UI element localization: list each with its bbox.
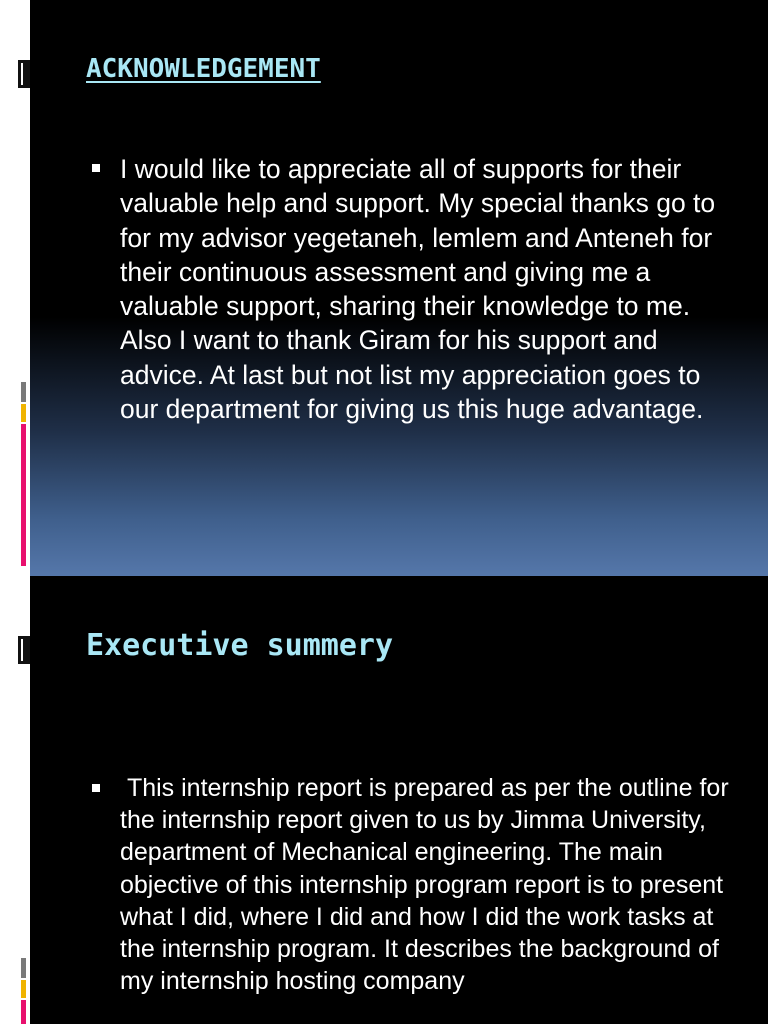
slide-title: ACKNOWLEDGEMENT bbox=[86, 54, 321, 84]
bullet-item bbox=[92, 772, 734, 997]
accent-bar-yellow bbox=[21, 404, 26, 422]
bullet-text: I would like to appreciate all of supports for their valuable help and support. My special thanks go to for my advisor yegetaneh, lemlem and Anteneh for their continuous assessment and giving me a valuable support, sharing their knowledge to me. Also I want to thank Giram for his support and advice. At last but not list my appreciation goes to our department for giving us this huge advantage. bbox=[120, 154, 716, 425]
slide-executive-summary bbox=[0, 576, 768, 1024]
square-bullet-icon bbox=[92, 784, 100, 792]
bullet-text: This internship report is prepared as per the outline for the internship report given to us by Jimma University, department of Mechanical engineering. The main objective of this internship program report is to present what I did, where I did and how I did the work tasks at the internship program. It describes the background of my internship hosting company bbox=[120, 774, 736, 996]
accent-bar-gray bbox=[21, 958, 26, 978]
square-bullet-icon bbox=[92, 164, 100, 172]
bracket-icon bbox=[18, 60, 30, 88]
accent-bar-magenta bbox=[21, 424, 26, 566]
accent-bar-gray bbox=[21, 382, 26, 402]
accent-bar-yellow bbox=[21, 980, 26, 998]
accent-bar-magenta bbox=[21, 1000, 26, 1024]
bracket-icon bbox=[18, 636, 30, 664]
slide-title: Executive summery bbox=[86, 628, 394, 663]
bullet-item bbox=[92, 152, 734, 426]
